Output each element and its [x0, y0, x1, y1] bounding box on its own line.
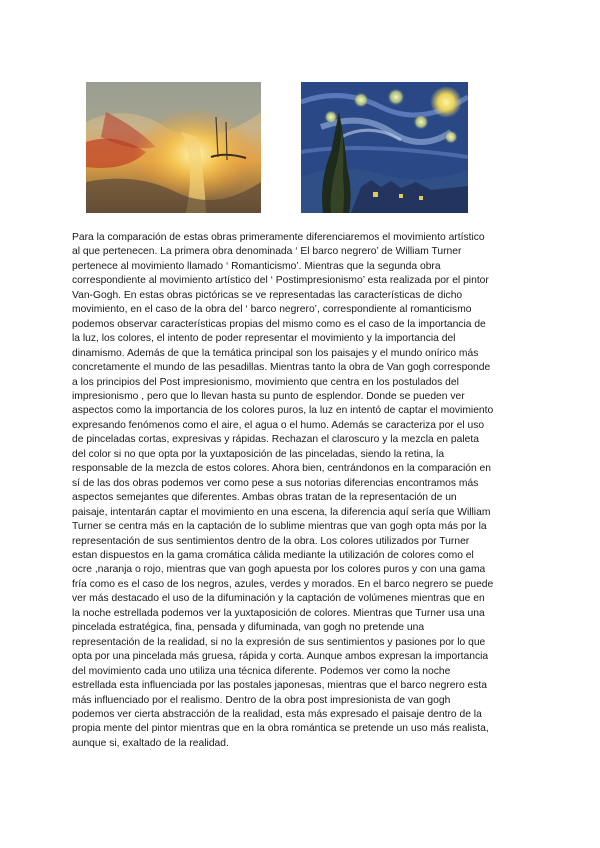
paragraph-line: dinamismo. Además de que la temática principal son los paisajes y el mundo onírico más [72, 347, 479, 359]
paragraph-line: sí de las dos obras podemos ver como pese a sus notorias diferencias encontramos más [72, 477, 479, 489]
paragraph-line: podemos observar características propias del mismo como es el caso de la importancia de [72, 318, 486, 330]
paragraph-line: podemos ver cierta abstracción de la realidad, esta más expresado el paisaje dentro de la [72, 708, 482, 720]
paragraph-line: del color si no que opta por la yuxtaposición de las pinceladas, siendo la retina, la [72, 448, 445, 460]
paragraph-line: de pinceladas cortas, expresivas y rápidas. Rechazan el claroscuro y la mezcla en paleta [72, 434, 479, 446]
paragraph-line: representación de sus sentimientos dentro de la obra. Los colores utilizados por Turner [72, 535, 470, 547]
paragraph-line: concretamente el mundo de las pesadillas. Mientras tanto la obra de Van gogh corresponde [72, 362, 491, 374]
paragraph-line: representación de la realidad, si no la expresión de sus sentimientos y pasiones por lo que [72, 636, 486, 648]
paragraph-line: más influenciado por el realismo. Dentro de la obra post impresionista de van gogh [72, 694, 451, 706]
paragraph-line: la luz, los colores, el intento de poder representar el movimiento y la importancia del [72, 333, 456, 345]
turner-painting-image [86, 82, 261, 213]
paragraph-line: propia mente del pintor mientras que en la obra romántica se pretende un uso más realista, [72, 723, 489, 735]
paragraph-line: pertenece al movimiento llamado ‘ Romanticismo’. Mientras que la segunda obra [72, 260, 441, 272]
paragraph-line: Para la comparación de estas obras primeramente diferenciaremos el movimiento artístico [72, 232, 485, 243]
turner-painting-graphic [86, 82, 261, 213]
paragraph-line: ver más destacado el uso de la difuminación y la captación de volúmenes mientras que en [72, 593, 485, 605]
paragraph-line: paisaje, intentarán captar el movimiento en una escena, la diferencia aquí sería que William [72, 506, 491, 518]
paragraph-line: estan dispuestos en la gama cromática cálida mediante la utilización de colores como el [72, 549, 474, 561]
paragraph-line: Turner se centra más en la captación de lo sublime mientras que van gogh opta más por la [72, 521, 487, 533]
paragraph-line: aspectos como la importancia de los colores puros, la luz en intentó de captar el movimiento [72, 405, 494, 417]
paragraph-line: estrellada esta influenciada por las postales japonesas, mientras que el barco negrero esta [72, 680, 487, 692]
paragraph-line: pincelada estratégica, fina, pensada y difuminada, van gogh no pretende una [72, 622, 425, 634]
paragraph-line: impresionismo , pero que lo llevan hasta su punto de esplendor. Donde se pueden ver [72, 390, 465, 402]
paragraph-line: fría como es el caso de los negros, azules, verdes y morados. En el barco negrero se puede [72, 578, 494, 590]
paragraph-line: al que pertenecen. La primera obra denominada ‘ El barco negrero’ de William Turner [72, 246, 462, 258]
paragraph-line: del movimiento cada uno utiliza una técnica diferente. Podemos ver como la noche [72, 665, 451, 677]
paragraph-line: movimiento, en el caso de la obra del ‘ barco negrero’, correspondiente al romanticismo [72, 304, 472, 316]
paragraph-line: expresando fenómenos como el aire, el agua o el humo. Además se caracteriza por el uso [72, 419, 485, 431]
van-gogh-painting-graphic [301, 82, 468, 213]
paragraph-line: correspondiente al movimiento artístico del ‘ Postimpresionismo’ esta realizada por el pintor [72, 275, 489, 287]
paragraph-line: opta por una pincelada más gruesa, rápida y corta. Aunque ambos expresan la importancia [72, 651, 489, 663]
paragraph-line: la noche estrellada podemos ver la yuxtaposición de colores. Mientras que Turner usa una [72, 607, 485, 619]
paragraph-line: a los principios del Post impresionismo, movimiento que centra en los postulados del [72, 376, 459, 388]
van-gogh-painting-image [301, 82, 468, 213]
paragraph-line: responsable de la mezcla de estos colores. Ahora bien, centrándonos en la comparación en [72, 463, 491, 475]
paragraph-line: ocre ,naranja o rojo, mientras que van gogh apuesta por los colores puros y con una gama [72, 564, 486, 576]
paragraph-line: aspectos semejantes que diferentes. Ambas obras tratan de la representación de un [72, 492, 457, 504]
paragraph-line: aunque si, exaltado de la realidad. [72, 737, 229, 749]
paragraph-line: Van-Gogh. En estas obras pictóricas se ve representadas las características de dicho [72, 289, 463, 301]
body-paragraph [72, 231, 528, 751]
